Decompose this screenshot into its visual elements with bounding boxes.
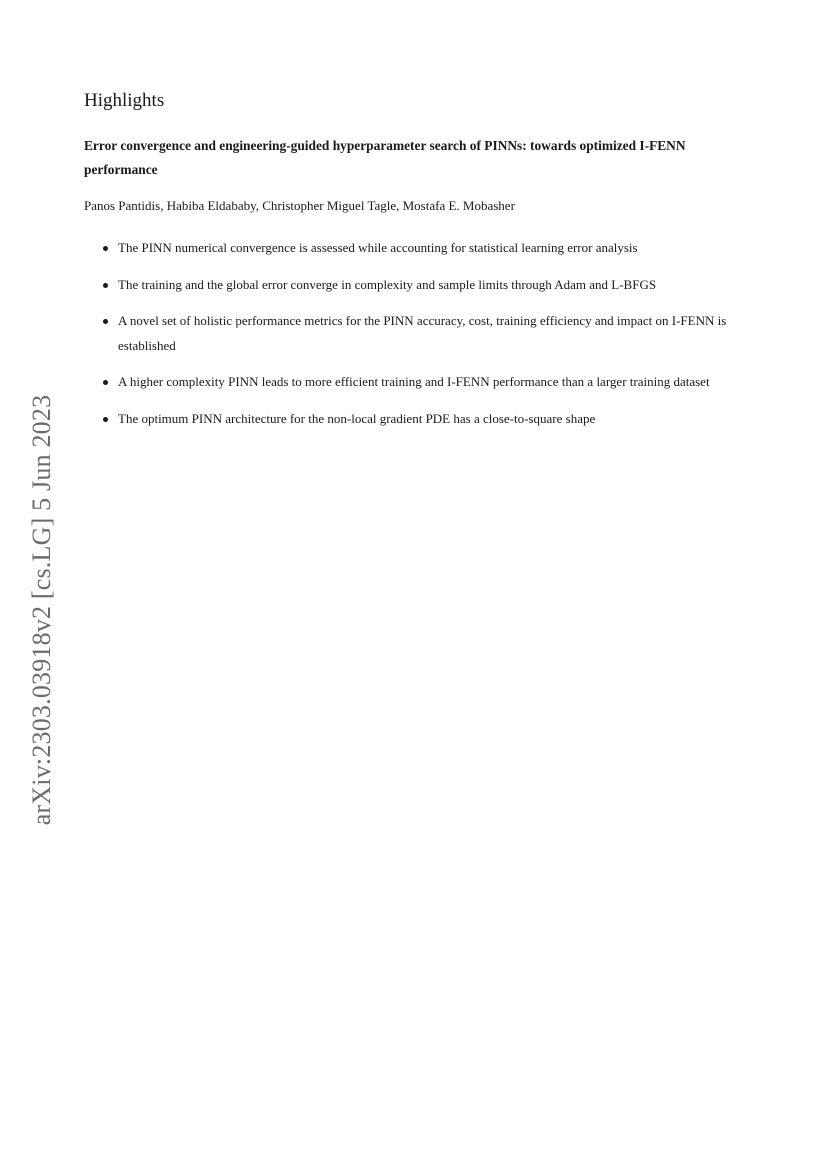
bullet-icon: [103, 319, 108, 324]
highlight-text: The optimum PINN architecture for the non-local gradient PDE has a close-to-square shape: [118, 410, 596, 426]
highlight-text: A novel set of holistic performance metrics for the PINN accuracy, cost, training efficiency and impact on I-FENN is established: [118, 313, 727, 353]
highlight-item: [84, 407, 750, 432]
bullet-icon: [103, 246, 108, 251]
highlight-item: [84, 370, 750, 395]
highlights-heading: Highlights: [84, 90, 165, 111]
bullet-icon: [103, 417, 108, 422]
highlight-item: [84, 273, 750, 298]
highlight-text: The PINN numerical convergence is assessed while accounting for statistical learning error analysis: [118, 240, 638, 255]
arxiv-identifier: arXiv:2303.03918v2 [cs.LG] 5 Jun 2023: [27, 394, 56, 826]
bullet-icon: [103, 283, 108, 288]
highlights-list: [84, 236, 750, 431]
highlight-text: A higher complexity PINN leads to more efficient training and I-FENN performance than a larger training dataset: [118, 374, 710, 389]
highlights-section: [84, 88, 750, 443]
highlight-item: [84, 309, 750, 358]
arxiv-side-stamp: [22, 375, 62, 845]
highlight-item: [84, 236, 750, 261]
paper-title: Error convergence and engineering-guided hyperparameter search of PINNs: towards optimized I-FENN performance: [84, 138, 686, 177]
author-list: Panos Pantidis, Habiba Eldababy, Christopher Miguel Tagle, Mostafa E. Mobasher: [84, 198, 515, 213]
highlight-text: The training and the global error converge in complexity and sample limits through Adam and L-BFGS: [118, 276, 657, 292]
bullet-icon: [103, 380, 108, 385]
